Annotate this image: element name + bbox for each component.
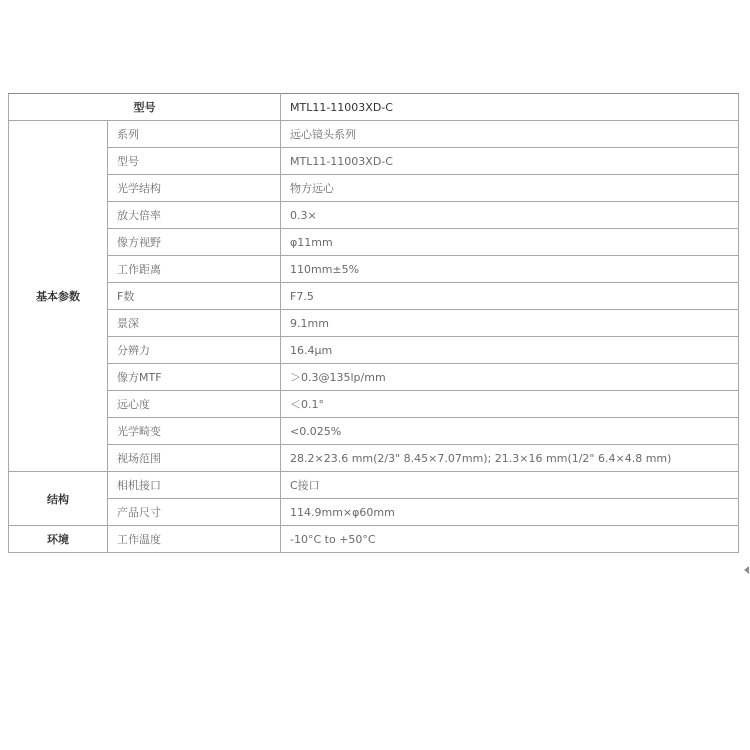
param-name: 像方视野 bbox=[108, 229, 281, 256]
param-name: F数 bbox=[108, 283, 281, 310]
header-row bbox=[9, 94, 739, 121]
spec-table bbox=[8, 93, 739, 553]
left-arrow-icon bbox=[744, 566, 749, 574]
param-value: 110mm±5% bbox=[281, 256, 739, 283]
spec-row bbox=[9, 175, 739, 202]
header-value: MTL11-11003XD-C bbox=[281, 94, 739, 121]
param-name: 工作温度 bbox=[108, 526, 281, 553]
spec-row bbox=[9, 148, 739, 175]
param-value: 114.9mm×φ60mm bbox=[281, 499, 739, 526]
spec-row bbox=[9, 256, 739, 283]
param-name: 分辨力 bbox=[108, 337, 281, 364]
param-name: 像方MTF bbox=[108, 364, 281, 391]
spec-row bbox=[9, 445, 739, 472]
param-value: 物方远心 bbox=[281, 175, 739, 202]
spec-row bbox=[9, 121, 739, 148]
param-name: 系列 bbox=[108, 121, 281, 148]
param-name: 光学结构 bbox=[108, 175, 281, 202]
param-name: 远心度 bbox=[108, 391, 281, 418]
spec-row bbox=[9, 526, 739, 553]
param-name: 光学畸变 bbox=[108, 418, 281, 445]
spec-row bbox=[9, 337, 739, 364]
param-name: 视场范围 bbox=[108, 445, 281, 472]
param-value: ＜0.1° bbox=[281, 391, 739, 418]
param-value: <0.025% bbox=[281, 418, 739, 445]
spec-table-body bbox=[9, 94, 739, 553]
header-label: 型号 bbox=[9, 94, 281, 121]
spec-row bbox=[9, 499, 739, 526]
param-name: 相机接口 bbox=[108, 472, 281, 499]
param-value: -10°C to +50°C bbox=[281, 526, 739, 553]
param-name: 景深 bbox=[108, 310, 281, 337]
spec-row bbox=[9, 310, 739, 337]
param-value: 28.2×23.6 mm(2/3" 8.45×7.07mm); 21.3×16 mm(1/2" 6.4×4.8 mm) bbox=[281, 445, 739, 472]
param-value: F7.5 bbox=[281, 283, 739, 310]
group-label: 基本参数 bbox=[9, 121, 108, 472]
spec-row bbox=[9, 418, 739, 445]
param-value: φ11mm bbox=[281, 229, 739, 256]
param-value: 16.4μm bbox=[281, 337, 739, 364]
spec-row bbox=[9, 229, 739, 256]
spec-row bbox=[9, 283, 739, 310]
spec-row bbox=[9, 472, 739, 499]
param-name: 放大倍率 bbox=[108, 202, 281, 229]
param-value: 9.1mm bbox=[281, 310, 739, 337]
param-name: 型号 bbox=[108, 148, 281, 175]
spec-row bbox=[9, 364, 739, 391]
spec-row bbox=[9, 202, 739, 229]
param-value: 远心镜头系列 bbox=[281, 121, 739, 148]
param-value: ＞0.3@135lp/mm bbox=[281, 364, 739, 391]
group-label: 环境 bbox=[9, 526, 108, 553]
group-label: 结构 bbox=[9, 472, 108, 526]
param-name: 产品尺寸 bbox=[108, 499, 281, 526]
spec-row bbox=[9, 391, 739, 418]
param-name: 工作距离 bbox=[108, 256, 281, 283]
param-value: C接口 bbox=[281, 472, 739, 499]
param-value: 0.3× bbox=[281, 202, 739, 229]
param-value: MTL11-11003XD-C bbox=[281, 148, 739, 175]
